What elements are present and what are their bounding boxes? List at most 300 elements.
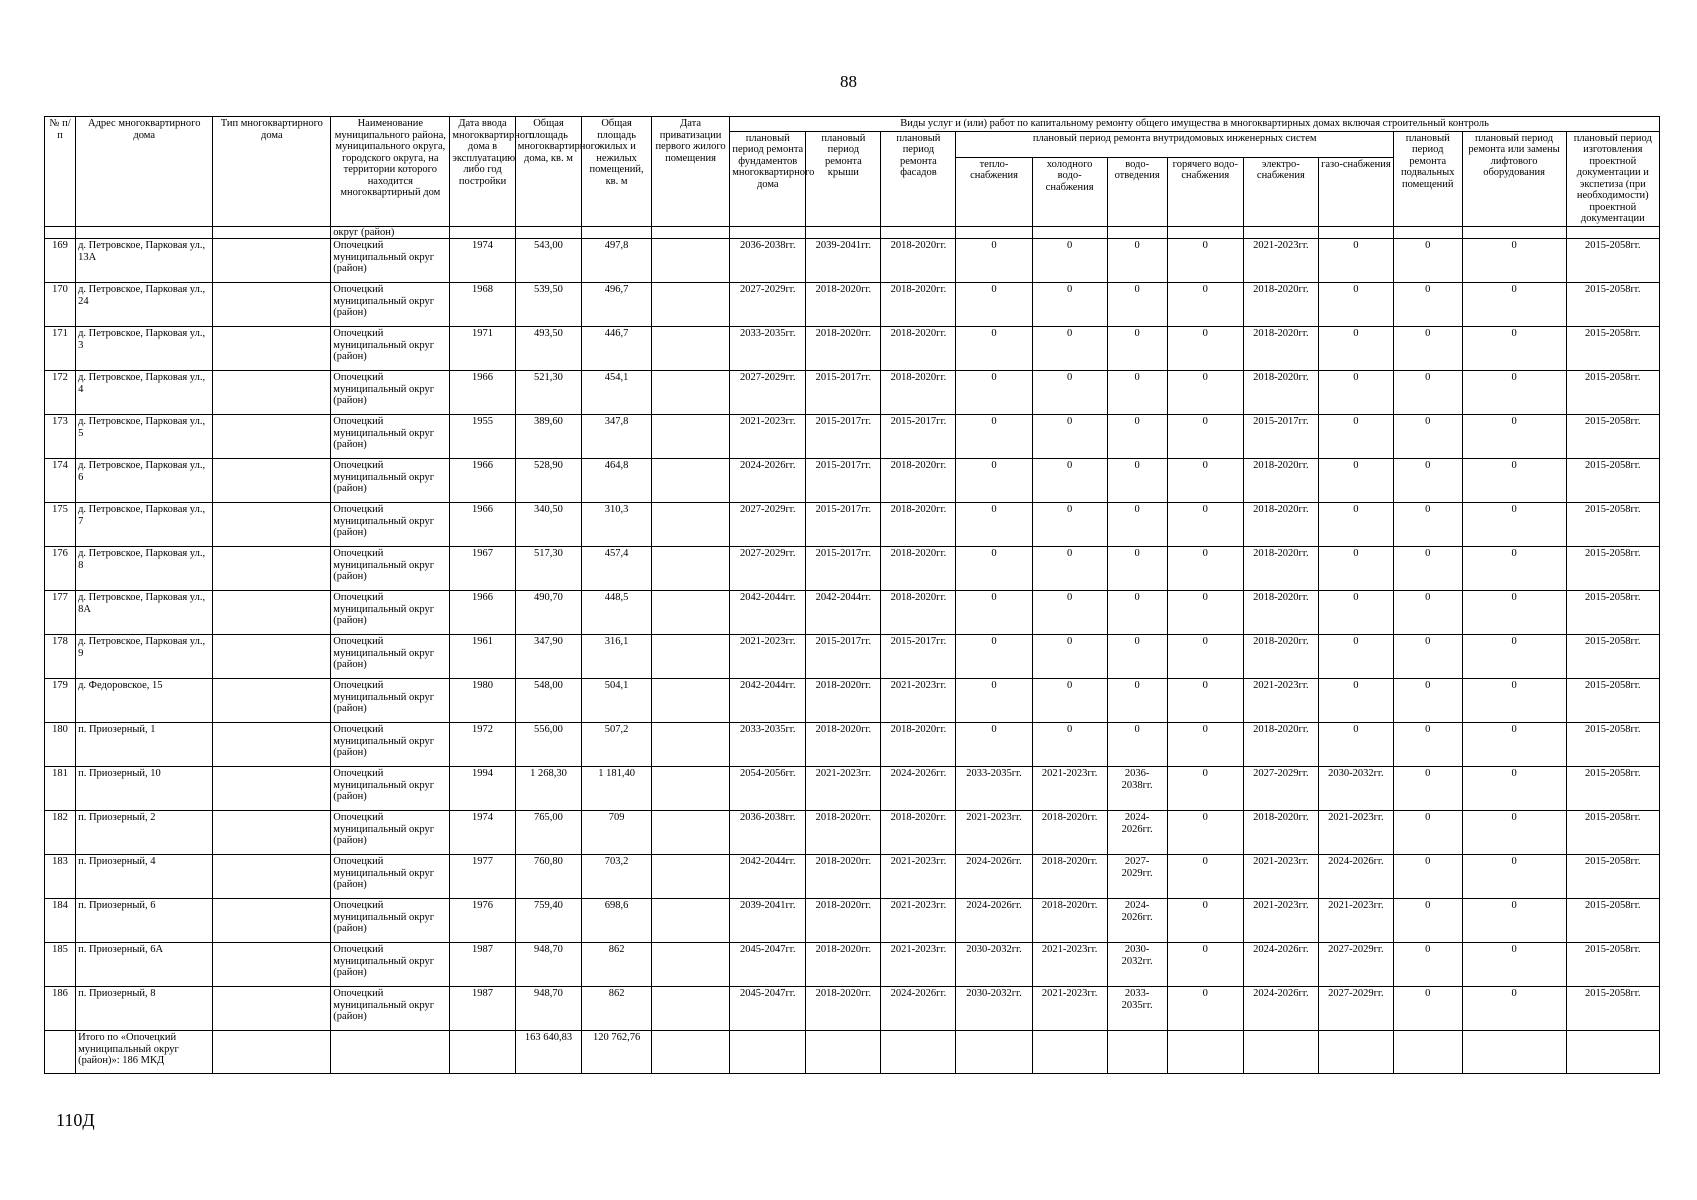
cell-basement: 0 xyxy=(1393,283,1462,327)
cell-year: 1961 xyxy=(450,635,515,679)
cell-district: Опочецкий муниципальный округ (район) xyxy=(331,327,450,371)
cell-facade: 2018-2020гг. xyxy=(881,547,956,591)
cell-total-area: 340,50 xyxy=(515,503,581,547)
cell-district: Опочецкий муниципальный округ (район) xyxy=(331,371,450,415)
cell-district: Опочецкий муниципальный округ (район) xyxy=(331,459,450,503)
cell-hot-water: 0 xyxy=(1167,283,1243,327)
cell-foundation: 2036-2038гг. xyxy=(730,239,806,283)
cell-address: д. Петровское, Парковая ул., 13А xyxy=(76,239,213,283)
cell-gas: 0 xyxy=(1318,283,1393,327)
cell-project-docs: 2015-2058гг. xyxy=(1566,635,1659,679)
cell-heat: 0 xyxy=(956,547,1032,591)
cell-roof: 2018-2020гг. xyxy=(806,987,881,1031)
cell-foundation: 2033-2035гг. xyxy=(730,327,806,371)
cell-address: п. Приозерный, 4 xyxy=(76,855,213,899)
cell-project-docs: 2015-2058гг. xyxy=(1566,327,1659,371)
cell-sewer: 0 xyxy=(1107,723,1167,767)
cell-type xyxy=(213,459,331,503)
cell-elevator: 0 xyxy=(1462,635,1566,679)
cell-hot-water: 0 xyxy=(1167,811,1243,855)
cell-heat: 0 xyxy=(956,679,1032,723)
table-row xyxy=(45,679,1660,723)
cell-living-area: 457,4 xyxy=(582,547,652,591)
cell-elevator: 0 xyxy=(1462,943,1566,987)
cell-district: Опочецкий муниципальный округ (район) xyxy=(331,591,450,635)
cell-hot-water: 0 xyxy=(1167,987,1243,1031)
cell-district: Опочецкий муниципальный округ (район) xyxy=(331,547,450,591)
cell-electric: 2018-2020гг. xyxy=(1243,723,1318,767)
cell-foundation: 2045-2047гг. xyxy=(730,987,806,1031)
cell-electric: 2021-2023гг. xyxy=(1243,855,1318,899)
cell-cold-water: 0 xyxy=(1032,283,1107,327)
cell-total-area: 948,70 xyxy=(515,987,581,1031)
header-gas: газо-снабжения xyxy=(1318,157,1393,226)
table-row xyxy=(45,767,1660,811)
cell-num: 174 xyxy=(45,459,76,503)
cell-elevator: 0 xyxy=(1462,811,1566,855)
cell-gas: 2030-2032гг. xyxy=(1318,767,1393,811)
cell-roof: 2018-2020гг. xyxy=(806,855,881,899)
cell-project-docs: 2015-2058гг. xyxy=(1566,723,1659,767)
cell-hot-water: 0 xyxy=(1167,635,1243,679)
cell-project-docs: 2015-2058гг. xyxy=(1566,679,1659,723)
cell-electric: 2018-2020гг. xyxy=(1243,547,1318,591)
cell-basement: 0 xyxy=(1393,943,1462,987)
cell-type xyxy=(213,943,331,987)
cell-electric: 2027-2029гг. xyxy=(1243,767,1318,811)
header-hot-water: горячего водо-снабжения xyxy=(1167,157,1243,226)
table-row xyxy=(45,239,1660,283)
cell-elevator: 0 xyxy=(1462,415,1566,459)
cell-facade: 2024-2026гг. xyxy=(881,767,956,811)
table-row xyxy=(45,723,1660,767)
cell-living-area: 496,7 xyxy=(582,283,652,327)
cell-facade: 2024-2026гг. xyxy=(881,987,956,1031)
cell-elevator: 0 xyxy=(1462,371,1566,415)
cell-gas: 0 xyxy=(1318,239,1393,283)
cell-privatization xyxy=(651,635,729,679)
cell-living-area: 698,6 xyxy=(582,899,652,943)
cell-hot-water: 0 xyxy=(1167,767,1243,811)
cell-hot-water: 0 xyxy=(1167,591,1243,635)
cell-project-docs: 2015-2058гг. xyxy=(1566,811,1659,855)
cell-gas: 0 xyxy=(1318,635,1393,679)
cell-cold-water: 0 xyxy=(1032,327,1107,371)
header-basement: плановый период ремонта подвальных помещений xyxy=(1393,131,1462,226)
cell-district: Опочецкий муниципальный округ (район) xyxy=(331,635,450,679)
cell-gas: 2027-2029гг. xyxy=(1318,987,1393,1031)
table-body xyxy=(45,226,1660,1074)
cell-electric: 2015-2017гг. xyxy=(1243,415,1318,459)
cell-gas: 2024-2026гг. xyxy=(1318,855,1393,899)
header-privatization: Дата приватизации первого жилого помещения xyxy=(651,117,729,227)
cell-living-area: 310,3 xyxy=(582,503,652,547)
cell-roof: 2015-2017гг. xyxy=(806,371,881,415)
cell-num: 184 xyxy=(45,899,76,943)
cell-facade: 2018-2020гг. xyxy=(881,239,956,283)
cell-cold-water: 0 xyxy=(1032,415,1107,459)
cell-roof: 2018-2020гг. xyxy=(806,283,881,327)
cell-heat: 0 xyxy=(956,371,1032,415)
cell-num: 179 xyxy=(45,679,76,723)
cell-basement: 0 xyxy=(1393,459,1462,503)
cell-total-area: 948,70 xyxy=(515,943,581,987)
cell-living-area: 448,5 xyxy=(582,591,652,635)
page-number: 88 xyxy=(840,72,857,91)
cell-elevator: 0 xyxy=(1462,547,1566,591)
cell-foundation: 2042-2044гг. xyxy=(730,679,806,723)
cell-project-docs: 2015-2058гг. xyxy=(1566,503,1659,547)
cell-type xyxy=(213,547,331,591)
cell-basement: 0 xyxy=(1393,767,1462,811)
cell-year: 1980 xyxy=(450,679,515,723)
cell-heat: 0 xyxy=(956,723,1032,767)
cell-foundation: 2027-2029гг. xyxy=(730,503,806,547)
cell-hot-water: 0 xyxy=(1167,899,1243,943)
cell-elevator: 0 xyxy=(1462,591,1566,635)
cell-elevator: 0 xyxy=(1462,767,1566,811)
cell-num: 177 xyxy=(45,591,76,635)
cell-facade: 2021-2023гг. xyxy=(881,899,956,943)
cell-total-area: 521,30 xyxy=(515,371,581,415)
cell-sewer: 0 xyxy=(1107,547,1167,591)
cell-electric: 2024-2026гг. xyxy=(1243,943,1318,987)
cell-num: 169 xyxy=(45,239,76,283)
cell-gas: 2027-2029гг. xyxy=(1318,943,1393,987)
cell-roof: 2015-2017гг. xyxy=(806,547,881,591)
cell-heat: 0 xyxy=(956,283,1032,327)
cell-num: 182 xyxy=(45,811,76,855)
cell-type xyxy=(213,415,331,459)
table-row xyxy=(45,327,1660,371)
cell-elevator: 0 xyxy=(1462,283,1566,327)
cell-cold-water: 0 xyxy=(1032,503,1107,547)
cell-district: Опочецкий муниципальный округ (район) xyxy=(331,811,450,855)
cell-project-docs: 2015-2058гг. xyxy=(1566,459,1659,503)
cell-foundation: 2054-2056гг. xyxy=(730,767,806,811)
cell-privatization xyxy=(651,591,729,635)
cell-num: 178 xyxy=(45,635,76,679)
cell-address: д. Петровское, Парковая ул., 8 xyxy=(76,547,213,591)
cell-heat: 0 xyxy=(956,459,1032,503)
cell-sewer: 2027-2029гг. xyxy=(1107,855,1167,899)
cell-elevator: 0 xyxy=(1462,239,1566,283)
cell-total-area: 528,90 xyxy=(515,459,581,503)
cell-type xyxy=(213,283,331,327)
cell-basement: 0 xyxy=(1393,899,1462,943)
cell-basement: 0 xyxy=(1393,547,1462,591)
cell-roof: 2015-2017гг. xyxy=(806,459,881,503)
cell-address: п. Приозерный, 8 xyxy=(76,987,213,1031)
header-district: Наименование муниципального района, муниципального округа, городского округа, на территории которого находится многоквартирный дом xyxy=(331,117,450,227)
cell-num: 171 xyxy=(45,327,76,371)
cell-roof: 2021-2023гг. xyxy=(806,767,881,811)
cell-address: д. Федоровское, 15 xyxy=(76,679,213,723)
cell-elevator: 0 xyxy=(1462,899,1566,943)
cell-project-docs: 2015-2058гг. xyxy=(1566,415,1659,459)
cell-type xyxy=(213,767,331,811)
header-facade: плановый период ремонта фасадов xyxy=(881,131,956,226)
cell-cold-water: 2021-2023гг. xyxy=(1032,767,1107,811)
table-row xyxy=(45,371,1660,415)
table-row xyxy=(45,987,1660,1031)
cell-roof: 2018-2020гг. xyxy=(806,723,881,767)
cell-year: 1974 xyxy=(450,239,515,283)
cell-project-docs: 2015-2058гг. xyxy=(1566,855,1659,899)
cell-num: 170 xyxy=(45,283,76,327)
table-row xyxy=(45,415,1660,459)
cell-heat: 2033-2035гг. xyxy=(956,767,1032,811)
cell-foundation: 2036-2038гг. xyxy=(730,811,806,855)
cell-foundation: 2027-2029гг. xyxy=(730,547,806,591)
cell-roof: 2018-2020гг. xyxy=(806,943,881,987)
cell-address: п. Приозерный, 6 xyxy=(76,899,213,943)
cell-total-area: 1 268,30 xyxy=(515,767,581,811)
cell-privatization xyxy=(651,415,729,459)
cell-project-docs: 2015-2058гг. xyxy=(1566,547,1659,591)
cell-electric: 2018-2020гг. xyxy=(1243,459,1318,503)
cell-project-docs: 2015-2058гг. xyxy=(1566,283,1659,327)
cell-facade: 2021-2023гг. xyxy=(881,855,956,899)
cell-electric: 2018-2020гг. xyxy=(1243,371,1318,415)
cell-hot-water: 0 xyxy=(1167,239,1243,283)
cell-elevator: 0 xyxy=(1462,987,1566,1031)
cell-foundation: 2033-2035гг. xyxy=(730,723,806,767)
cell-roof: 2015-2017гг. xyxy=(806,415,881,459)
cell-total-area: 490,70 xyxy=(515,591,581,635)
cell-gas: 2021-2023гг. xyxy=(1318,899,1393,943)
cell-foundation: 2045-2047гг. xyxy=(730,943,806,987)
cell-elevator: 0 xyxy=(1462,327,1566,371)
header-living-area: Общая площадь жилых и нежилых помещений, кв. м xyxy=(582,117,652,227)
continuation-text: округ (район) xyxy=(331,226,450,239)
cell-privatization xyxy=(651,899,729,943)
cell-project-docs: 2015-2058гг. xyxy=(1566,371,1659,415)
cell-total-area: 548,00 xyxy=(515,679,581,723)
cell-heat: 2030-2032гг. xyxy=(956,943,1032,987)
cell-cold-water: 2018-2020гг. xyxy=(1032,899,1107,943)
cell-district: Опочецкий муниципальный округ (район) xyxy=(331,239,450,283)
cell-num: 172 xyxy=(45,371,76,415)
cell-privatization xyxy=(651,723,729,767)
cell-roof: 2018-2020гг. xyxy=(806,679,881,723)
cell-district: Опочецкий муниципальный округ (район) xyxy=(331,679,450,723)
cell-living-area: 1 181,40 xyxy=(582,767,652,811)
cell-gas: 2021-2023гг. xyxy=(1318,811,1393,855)
cell-district: Опочецкий муниципальный округ (район) xyxy=(331,943,450,987)
cell-foundation: 2027-2029гг. xyxy=(730,283,806,327)
cell-heat: 2024-2026гг. xyxy=(956,899,1032,943)
cell-electric: 2018-2020гг. xyxy=(1243,811,1318,855)
cell-num: 173 xyxy=(45,415,76,459)
cell-num: 180 xyxy=(45,723,76,767)
cell-address: д. Петровское, Парковая ул., 8А xyxy=(76,591,213,635)
cell-facade: 2018-2020гг. xyxy=(881,503,956,547)
cell-roof: 2015-2017гг. xyxy=(806,503,881,547)
cell-year: 1966 xyxy=(450,459,515,503)
cell-address: п. Приозерный, 2 xyxy=(76,811,213,855)
cell-basement: 0 xyxy=(1393,811,1462,855)
cell-roof: 2018-2020гг. xyxy=(806,327,881,371)
cell-district: Опочецкий муниципальный округ (район) xyxy=(331,899,450,943)
cell-basement: 0 xyxy=(1393,503,1462,547)
cell-roof: 2015-2017гг. xyxy=(806,635,881,679)
cell-cold-water: 0 xyxy=(1032,591,1107,635)
cell-sewer: 0 xyxy=(1107,635,1167,679)
cell-gas: 0 xyxy=(1318,371,1393,415)
cell-type xyxy=(213,679,331,723)
cell-hot-water: 0 xyxy=(1167,679,1243,723)
header-num: № п/п xyxy=(45,117,76,227)
cell-living-area: 316,1 xyxy=(582,635,652,679)
header-electric: электро-снабжения xyxy=(1243,157,1318,226)
cell-sewer: 0 xyxy=(1107,503,1167,547)
cell-facade: 2021-2023гг. xyxy=(881,943,956,987)
cell-privatization xyxy=(651,459,729,503)
cell-year: 1966 xyxy=(450,371,515,415)
cell-roof: 2042-2044гг. xyxy=(806,591,881,635)
cell-facade: 2018-2020гг. xyxy=(881,811,956,855)
cell-type xyxy=(213,591,331,635)
cell-district: Опочецкий муниципальный округ (район) xyxy=(331,283,450,327)
total-living-area: 120 762,76 xyxy=(582,1031,652,1074)
cell-basement: 0 xyxy=(1393,591,1462,635)
table-row xyxy=(45,547,1660,591)
cell-year: 1966 xyxy=(450,503,515,547)
header-foundation: плановый период ремонта фундаментов многоквартирного дома xyxy=(730,131,806,226)
cell-district: Опочецкий муниципальный округ (район) xyxy=(331,987,450,1031)
cell-basement: 0 xyxy=(1393,635,1462,679)
cell-living-area: 464,8 xyxy=(582,459,652,503)
cell-living-area: 709 xyxy=(582,811,652,855)
cell-elevator: 0 xyxy=(1462,679,1566,723)
cell-cold-water: 0 xyxy=(1032,635,1107,679)
cell-sewer: 2030-2032гг. xyxy=(1107,943,1167,987)
cell-electric: 2021-2023гг. xyxy=(1243,679,1318,723)
cell-total-area: 759,40 xyxy=(515,899,581,943)
cell-facade: 2018-2020гг. xyxy=(881,591,956,635)
cell-hot-water: 0 xyxy=(1167,943,1243,987)
cell-sewer: 0 xyxy=(1107,327,1167,371)
cell-facade: 2015-2017гг. xyxy=(881,415,956,459)
cell-basement: 0 xyxy=(1393,987,1462,1031)
cell-foundation: 2042-2044гг. xyxy=(730,591,806,635)
cell-electric: 2018-2020гг. xyxy=(1243,503,1318,547)
cell-type xyxy=(213,239,331,283)
cell-district: Опочецкий муниципальный округ (район) xyxy=(331,855,450,899)
cell-year: 1966 xyxy=(450,591,515,635)
table-row xyxy=(45,943,1660,987)
table-row xyxy=(45,591,1660,635)
cell-privatization xyxy=(651,943,729,987)
cell-project-docs: 2015-2058гг. xyxy=(1566,591,1659,635)
cell-hot-water: 0 xyxy=(1167,503,1243,547)
cell-year: 1987 xyxy=(450,987,515,1031)
cell-heat: 2030-2032гг. xyxy=(956,987,1032,1031)
total-label: Итого по «Опочецкий муниципальный округ (район)»: 186 МКД xyxy=(76,1031,213,1074)
cell-roof: 2039-2041гг. xyxy=(806,239,881,283)
cell-electric: 2018-2020гг. xyxy=(1243,591,1318,635)
cell-num: 181 xyxy=(45,767,76,811)
table-row xyxy=(45,855,1660,899)
cell-num: 183 xyxy=(45,855,76,899)
cell-basement: 0 xyxy=(1393,371,1462,415)
cell-year: 1971 xyxy=(450,327,515,371)
cell-cold-water: 2021-2023гг. xyxy=(1032,987,1107,1031)
cell-heat: 0 xyxy=(956,591,1032,635)
header-heat: тепло-снабжения xyxy=(956,157,1032,226)
cell-privatization xyxy=(651,239,729,283)
cell-foundation: 2021-2023гг. xyxy=(730,415,806,459)
cell-basement: 0 xyxy=(1393,327,1462,371)
cell-project-docs: 2015-2058гг. xyxy=(1566,987,1659,1031)
cell-address: д. Петровское, Парковая ул., 7 xyxy=(76,503,213,547)
cell-cold-water: 2018-2020гг. xyxy=(1032,855,1107,899)
cell-elevator: 0 xyxy=(1462,503,1566,547)
cell-hot-water: 0 xyxy=(1167,547,1243,591)
cell-gas: 0 xyxy=(1318,327,1393,371)
cell-electric: 2021-2023гг. xyxy=(1243,239,1318,283)
cell-heat: 0 xyxy=(956,503,1032,547)
table-row xyxy=(45,899,1660,943)
cell-gas: 0 xyxy=(1318,415,1393,459)
cell-type xyxy=(213,503,331,547)
cell-electric: 2024-2026гг. xyxy=(1243,987,1318,1031)
table-row xyxy=(45,283,1660,327)
cell-address: п. Приозерный, 1 xyxy=(76,723,213,767)
cell-living-area: 507,2 xyxy=(582,723,652,767)
cell-basement: 0 xyxy=(1393,723,1462,767)
cell-living-area: 454,1 xyxy=(582,371,652,415)
cell-heat: 0 xyxy=(956,635,1032,679)
cell-sewer: 0 xyxy=(1107,459,1167,503)
cell-sewer: 0 xyxy=(1107,371,1167,415)
cell-hot-water: 0 xyxy=(1167,327,1243,371)
cell-living-area: 862 xyxy=(582,987,652,1031)
cell-type xyxy=(213,811,331,855)
cell-type xyxy=(213,855,331,899)
cell-type xyxy=(213,327,331,371)
cell-sewer: 0 xyxy=(1107,591,1167,635)
cell-cold-water: 0 xyxy=(1032,547,1107,591)
cell-foundation: 2027-2029гг. xyxy=(730,371,806,415)
cell-sewer: 2033-2035гг. xyxy=(1107,987,1167,1031)
cell-facade: 2021-2023гг. xyxy=(881,679,956,723)
cell-sewer: 0 xyxy=(1107,283,1167,327)
cell-total-area: 389,60 xyxy=(515,415,581,459)
cell-hot-water: 0 xyxy=(1167,415,1243,459)
cell-electric: 2018-2020гг. xyxy=(1243,283,1318,327)
cell-gas: 0 xyxy=(1318,503,1393,547)
cell-heat: 0 xyxy=(956,327,1032,371)
cell-year: 1977 xyxy=(450,855,515,899)
cell-living-area: 703,2 xyxy=(582,855,652,899)
cell-gas: 0 xyxy=(1318,591,1393,635)
cell-type xyxy=(213,723,331,767)
cell-heat: 2024-2026гг. xyxy=(956,855,1032,899)
cell-hot-water: 0 xyxy=(1167,371,1243,415)
cell-privatization xyxy=(651,811,729,855)
header-address: Адрес многоквартирного дома xyxy=(76,117,213,227)
cell-electric: 2021-2023гг. xyxy=(1243,899,1318,943)
cell-privatization xyxy=(651,679,729,723)
cell-gas: 0 xyxy=(1318,679,1393,723)
cell-foundation: 2024-2026гг. xyxy=(730,459,806,503)
cell-cold-water: 2018-2020гг. xyxy=(1032,811,1107,855)
table-row xyxy=(45,635,1660,679)
cell-year: 1972 xyxy=(450,723,515,767)
cell-address: д. Петровское, Парковая ул., 5 xyxy=(76,415,213,459)
